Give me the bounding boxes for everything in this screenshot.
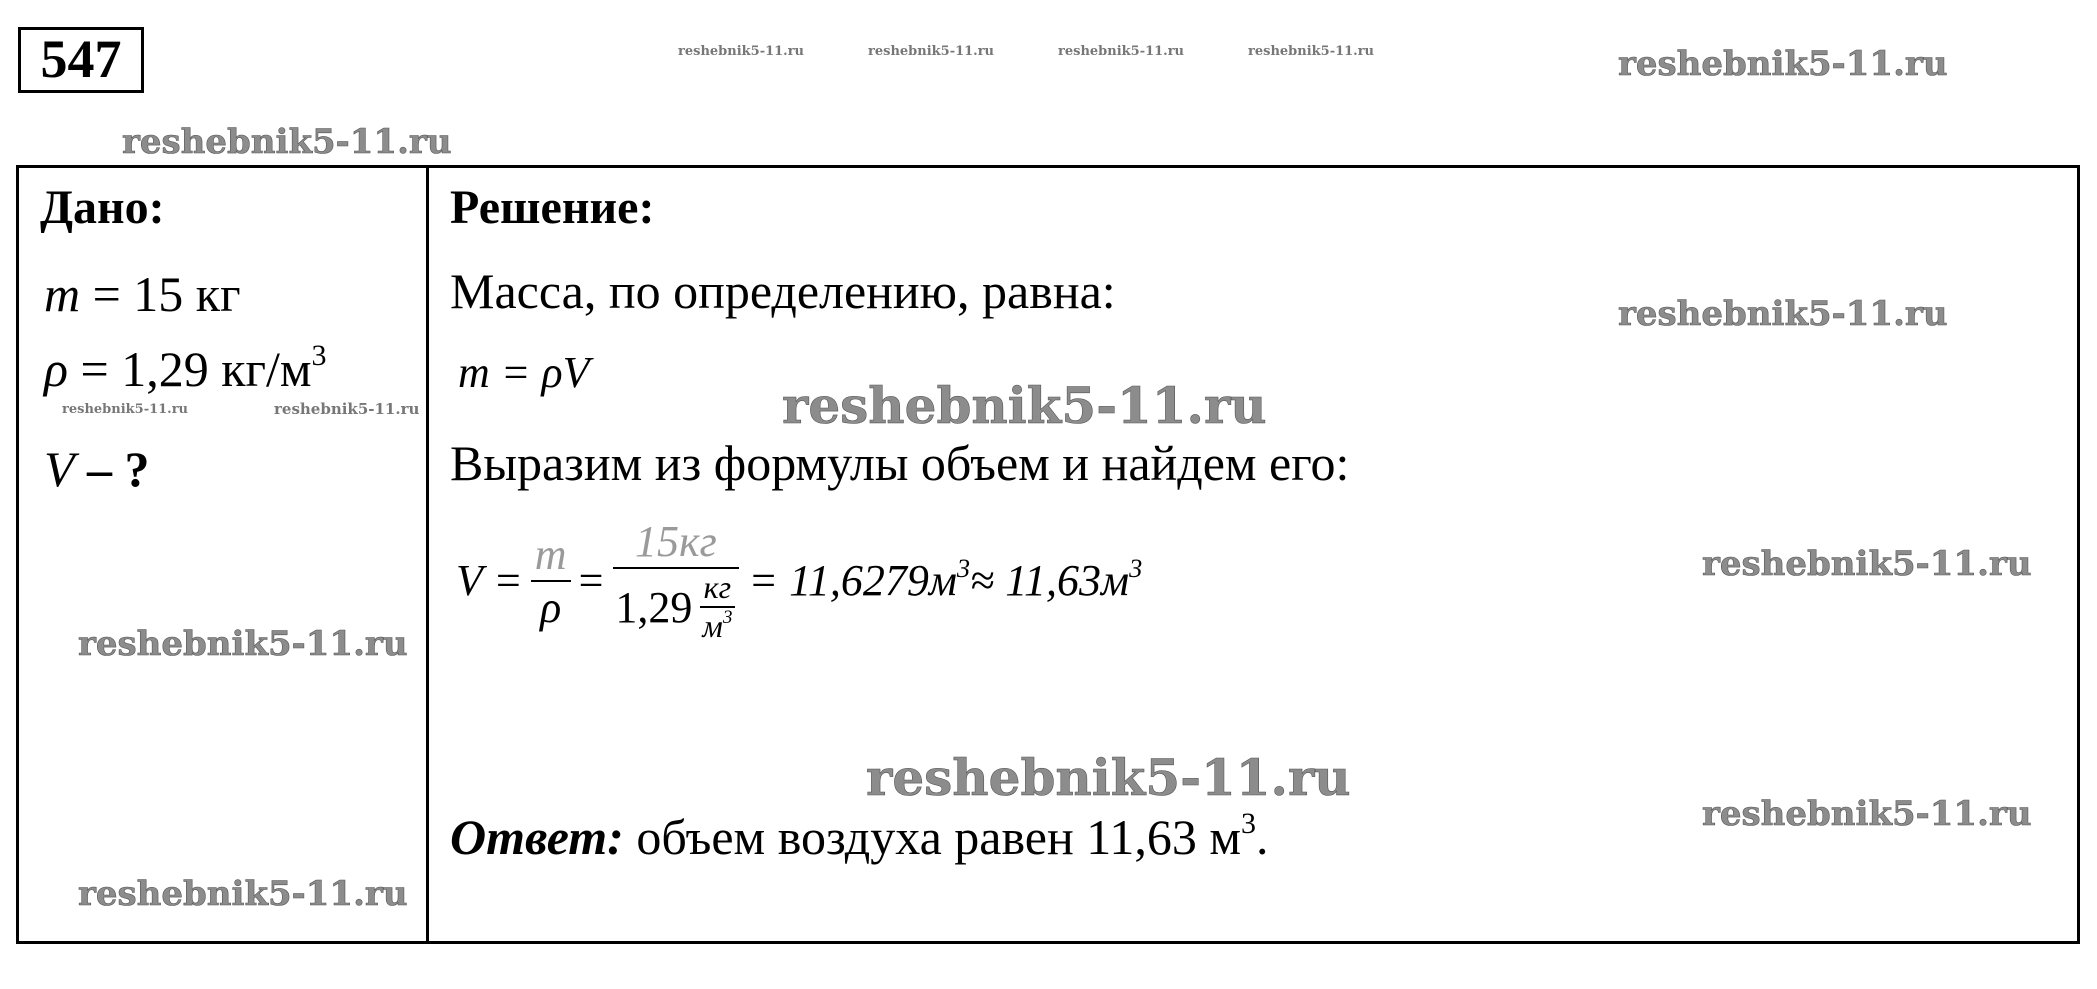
watermark: reshebnik5-11.ru (866, 748, 1351, 807)
watermark: reshebnik5-11.ru (868, 44, 995, 59)
result-exact-value: = 11,6279м (748, 556, 957, 605)
solution-text-express: Выразим из формулы объем и найдем его: (450, 435, 1350, 491)
given-density-value: = 1,29 кг/м (68, 341, 312, 397)
result-rounded-value: ≈ 11,63м (970, 556, 1130, 605)
watermark: reshebnik5-11.ru (1248, 44, 1375, 59)
watermark: reshebnik5-11.ru (78, 874, 408, 914)
answer-end: . (1256, 809, 1269, 865)
formula-lhs: V = (456, 556, 523, 605)
watermark: reshebnik5-11.ru (1702, 544, 2032, 584)
watermark: reshebnik5-11.ru (78, 624, 408, 664)
formula-equals: = (578, 556, 604, 605)
watermark: reshebnik5-11.ru (274, 400, 420, 418)
given-mass-value: = 15 кг (80, 266, 241, 322)
fraction-values-numerator: 15кг (613, 516, 739, 569)
given-density-exponent: 3 (311, 339, 327, 373)
solution-heading: Решение: (450, 181, 655, 234)
watermark: reshebnik5-11.ru (62, 402, 189, 417)
result-exact-exponent: 3 (956, 552, 971, 583)
formula-result-exact (748, 552, 971, 606)
answer-text: объем воздуха равен 11,63 м (623, 809, 1242, 865)
watermark: reshebnik5-11.ru (1618, 44, 1948, 84)
given-volume-unknown (44, 440, 150, 498)
watermark: reshebnik5-11.ru (1702, 794, 2032, 834)
given-heading: Дано: (40, 181, 165, 234)
density-unit-denominator (698, 608, 736, 645)
problem-number: 547 (18, 27, 144, 93)
density-unit-numerator: кг (700, 569, 735, 608)
answer (450, 808, 1269, 866)
given-volume-question: – ? (74, 441, 150, 497)
answer-label: Ответ: (450, 809, 624, 865)
watermark: reshebnik5-11.ru (678, 44, 805, 59)
watermark: reshebnik5-11.ru (122, 122, 452, 162)
formula-result-rounded (970, 552, 1143, 606)
given-volume-var: V (44, 441, 75, 497)
formula-mass: m = ρV (458, 348, 590, 397)
solution-text-definition: Масса, по определению, равна: (450, 263, 1116, 319)
result-rounded-exponent: 3 (1129, 552, 1143, 583)
answer-exponent: 3 (1241, 807, 1257, 841)
fraction-values-denominator (611, 569, 740, 645)
given-mass (44, 265, 241, 323)
column-divider (426, 165, 429, 944)
given-density-var: ρ (44, 341, 68, 397)
unit-m: м (702, 608, 723, 644)
unit-exponent: 3 (722, 607, 733, 629)
watermark: reshebnik5-11.ru (1058, 44, 1185, 59)
density-unit (698, 569, 736, 645)
watermark: reshebnik5-11.ru (782, 376, 1267, 435)
fraction-numerator: m (531, 529, 571, 582)
fraction-m-over-rho (531, 529, 571, 633)
formula-volume (456, 516, 1142, 645)
given-density (44, 340, 327, 398)
watermark: reshebnik5-11.ru (1618, 294, 1948, 334)
fraction-denominator: ρ (540, 582, 562, 632)
fraction-values (611, 516, 740, 645)
given-mass-var: m (44, 266, 81, 322)
density-value: 1,29 (615, 582, 693, 632)
